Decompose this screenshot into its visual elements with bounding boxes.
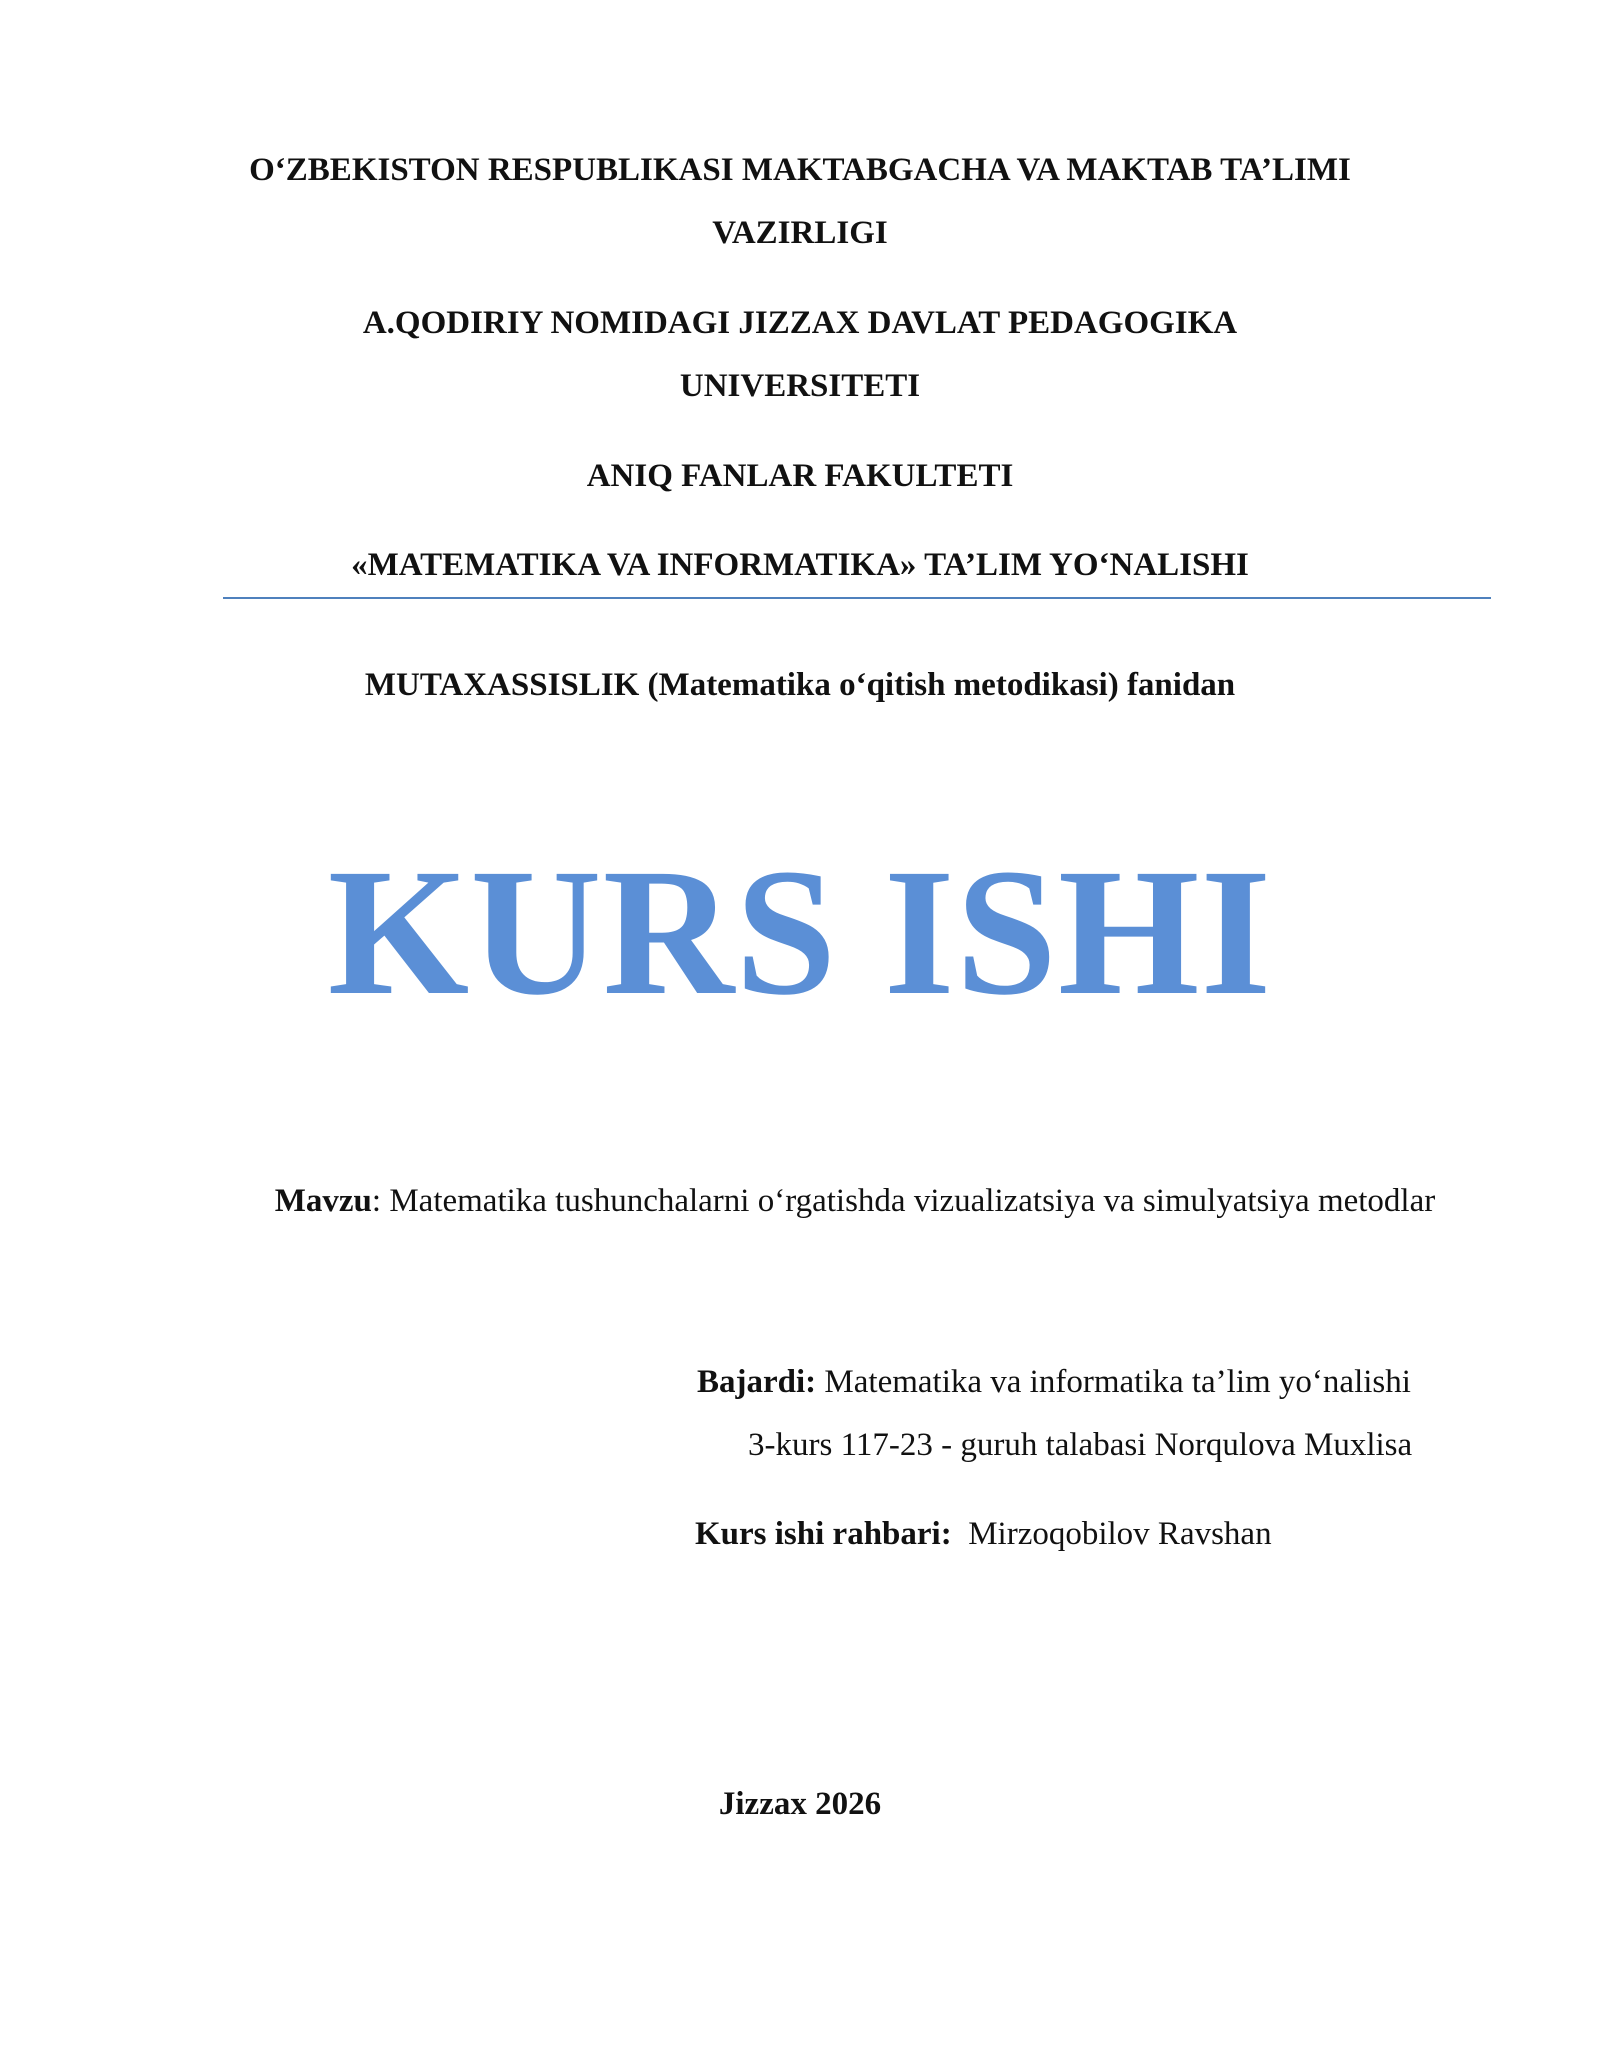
performer-line2: 3-kurs 117-23 - guruh talabasi Norqulova Muxlisa — [748, 1427, 1413, 1463]
education-direction: «MATEMATIKA VA INFORMATIKA» TA’LIM YO‘NALISHI — [351, 547, 1249, 583]
topic-text: Matematika tushunchalarni o‘rgatishda vizualizatsiya va simulyatsiya metodlar — [389, 1183, 1436, 1219]
performer-line1 — [697, 1362, 1411, 1402]
topic-label: Mavzu — [274, 1183, 372, 1219]
performer-direction: Matematika va informatika ta’lim yo‘nalishi — [824, 1364, 1411, 1400]
topic-separator: : — [371, 1183, 390, 1219]
ministry-name-line1: O‘ZBEKISTON RESPUBLIKASI MAKTABGACHA VA MAKTAB TA’LIMI — [249, 152, 1351, 188]
performer-label: Bajardi: — [697, 1364, 817, 1400]
supervisor-line — [695, 1514, 1272, 1554]
ministry-name-line2: VAZIRLIGI — [712, 215, 888, 251]
supervisor-name: Mirzoqobilov Ravshan — [968, 1516, 1272, 1552]
faculty-name: ANIQ FANLAR FAKULTETI — [586, 458, 1014, 494]
topic-block — [230, 1177, 1480, 1225]
supervisor-label: Kurs ishi rahbari: — [695, 1516, 952, 1552]
subject-line: MUTAXASSISLIK (Matematika o‘qitish metodikasi) fanidan — [364, 667, 1236, 703]
header-divider — [223, 597, 1491, 599]
document-title: KURS ISHI — [327, 832, 1273, 1033]
place-year: Jizzax 2026 — [718, 1786, 882, 1822]
university-name-line1: A.QODIRIY NOMIDAGI JIZZAX DAVLAT PEDAGOGIKA — [362, 305, 1238, 341]
university-name-line2: UNIVERSITETI — [679, 368, 921, 404]
